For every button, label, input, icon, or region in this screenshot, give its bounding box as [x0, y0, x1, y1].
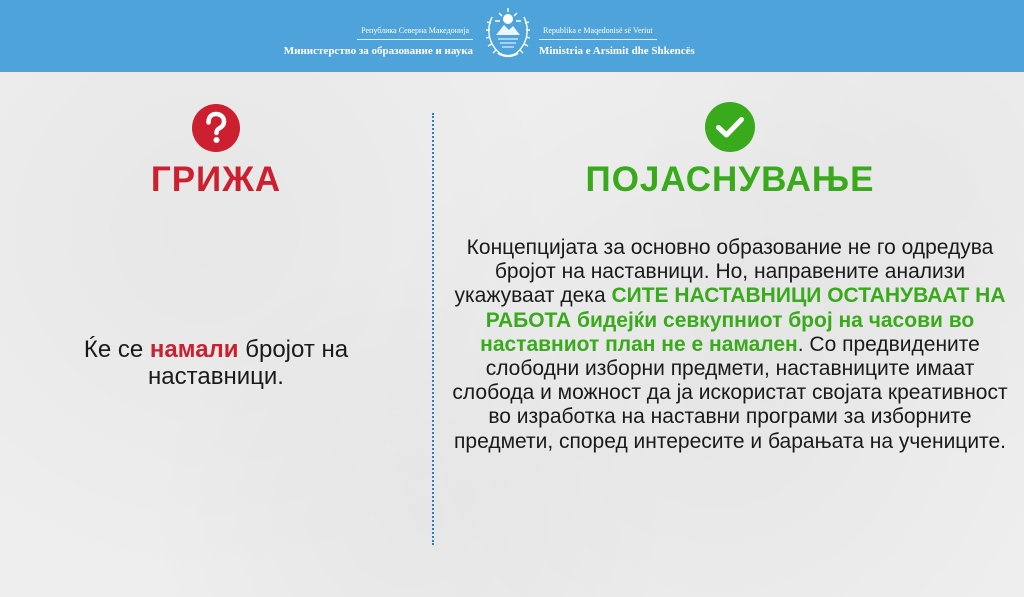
header-right-block [539, 20, 695, 59]
concern-title: ГРИЖА [150, 160, 282, 199]
coat-of-arms-icon [482, 5, 534, 63]
clarification-text [452, 236, 1008, 454]
checkmark-icon [704, 101, 756, 153]
header-left-block [284, 20, 473, 59]
ministry-header [0, 0, 1024, 72]
concern-text [60, 336, 372, 390]
clarification-title: ПОЈАСНУВАЊЕ [585, 160, 875, 199]
concern-text-part: Ќе се [83, 336, 150, 363]
header-right-ministry: Ministria e Arsimit dhe Shkencës [539, 45, 695, 57]
header-left-country: Република Северна Македонија [357, 26, 473, 40]
header-right-country: Republika e Maqedonisë së Veriut [539, 26, 657, 40]
clarification-text-part: . Со предвидените слободни изборни предмети, наставниците имаат слобода и можност да ја искористат својата креативност во изработка на наставни програми за изборните предмети, според интересите и барањата на учениците. [452, 332, 1008, 453]
question-icon [191, 103, 241, 153]
header-left-ministry: Министерство за образование и наука [283, 45, 473, 57]
clarification-text-part: Концепцијата за основно образование не го одредува бројот на наставници. Но, направените анализи укажуваат дека [454, 236, 994, 308]
clarification-highlight: СИТЕ НАСТАВНИЦИ ОСТАНУВААТ НА РАБОТА бидејќи севкупниот број на часови во наставниот план не е намален [480, 284, 1006, 356]
concern-highlight: намали [149, 336, 239, 363]
column-divider [432, 113, 434, 545]
concern-text-part: бројот на наставници. [148, 336, 349, 390]
